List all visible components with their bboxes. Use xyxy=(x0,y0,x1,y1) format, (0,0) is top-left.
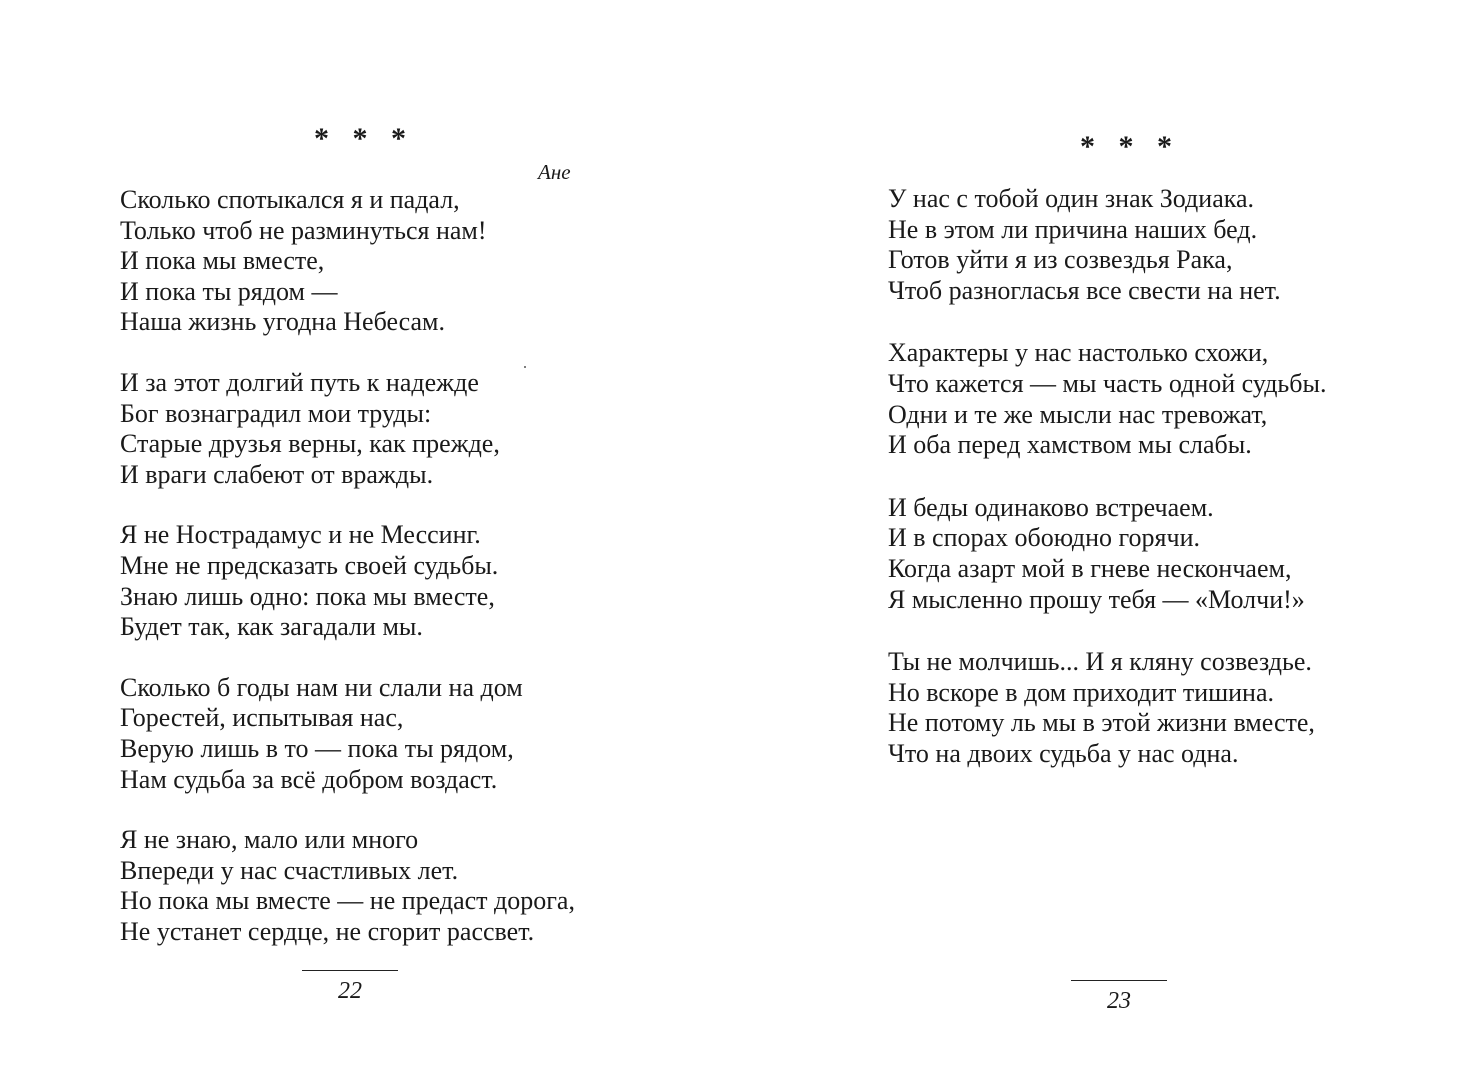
verse-line: Бог вознаградил мои труды: xyxy=(120,398,432,428)
verse-line: Готов уйти я из созвездья Рака, xyxy=(888,245,1233,275)
verse-line: Характеры у нас настолько схожи, xyxy=(888,338,1269,368)
section-ornament: * * * xyxy=(314,122,414,155)
verse-line: Верую лишь в то — пока ты рядом, xyxy=(120,733,514,763)
verse-line: Старые друзья верны, как прежде, xyxy=(120,429,500,459)
verse-line: И пока мы вместе, xyxy=(120,246,325,276)
verse-line: Горестей, испытывая нас, xyxy=(120,703,404,733)
poem-body xyxy=(888,184,1326,802)
verse-line: И беды одинаково встречаем. xyxy=(888,492,1214,522)
verse-line: Нам судьба за всё добром воздаст. xyxy=(120,764,498,794)
stanza xyxy=(888,647,1326,769)
verse-line: Сколько спотыкался я и падал, xyxy=(120,185,460,214)
page-number-rule xyxy=(302,970,398,971)
verse-line: Только чтоб не разминуться нам! xyxy=(120,215,487,245)
stanza xyxy=(888,493,1326,615)
verse-line: И оба перед хамством мы слабы. xyxy=(888,430,1252,460)
verse-line: У нас с тобой один знак Зодиака. xyxy=(888,184,1255,213)
poem-body xyxy=(120,185,575,977)
stanza xyxy=(120,825,575,947)
stanza xyxy=(120,185,575,338)
verse-line: Что на двоих судьба у нас одна. xyxy=(888,738,1239,768)
verse-line: Я не знаю, мало или много xyxy=(120,825,419,855)
verse-line: Не устанет сердце, не сгорит рассвет. xyxy=(120,916,535,946)
verse-line: Но пока мы вместе — не предаст дорога, xyxy=(120,886,575,916)
verse-line: Не в этом ли причина наших бед. xyxy=(888,214,1258,244)
verse-line: И за этот долгий путь к надежде xyxy=(120,367,479,397)
verse-line: И пока ты рядом — xyxy=(120,276,338,306)
verse-line: Сколько б годы нам ни слали на дом xyxy=(120,672,523,702)
verse-line: Я не Нострадамус и не Мессинг. xyxy=(120,520,481,550)
verse-line: Я мысленно прошу тебя — «Молчи!» xyxy=(888,584,1305,614)
page-number-rule xyxy=(1071,980,1167,981)
page-number: 22 xyxy=(338,978,362,1004)
verse-line: Впереди у нас счастливых лет. xyxy=(120,855,459,885)
section-ornament: * * * xyxy=(1080,130,1180,163)
poem-dedication: Ане xyxy=(538,160,571,184)
verse-line: Наша жизнь угодна Небесам. xyxy=(120,307,445,337)
verse-line: Не потому ль мы в этой жизни вместе, xyxy=(888,708,1315,738)
stanza xyxy=(888,184,1326,306)
verse-line: Ты не молчишь... И я кляну созвездье. xyxy=(888,647,1312,677)
verse-line: Мне не предсказать своей судьбы. xyxy=(120,550,499,580)
stanza xyxy=(120,520,575,642)
stanza xyxy=(120,673,575,795)
verse-line: Будет так, как загадали мы. xyxy=(120,612,423,642)
verse-line: И в спорах обоюдно горячи. xyxy=(888,523,1200,553)
verse-line: Но вскоре в дом приходит тишина. xyxy=(888,677,1275,707)
page-number: 23 xyxy=(1107,988,1131,1014)
right-page xyxy=(738,0,1476,1080)
stanza xyxy=(888,338,1326,460)
verse-line: Одни и те же мысли нас тревожат, xyxy=(888,399,1268,429)
verse-line: Чтоб разногласья все свести на нет. xyxy=(888,275,1281,305)
verse-line: И враги слабеют от вражды. xyxy=(120,459,434,489)
verse-line: Когда азарт мой в гневе нескончаем, xyxy=(888,553,1292,583)
verse-line: Знаю лишь одно: пока мы вместе, xyxy=(120,581,495,611)
stanza xyxy=(120,368,575,490)
verse-line: Что кажется — мы часть одной судьбы. xyxy=(888,368,1327,398)
